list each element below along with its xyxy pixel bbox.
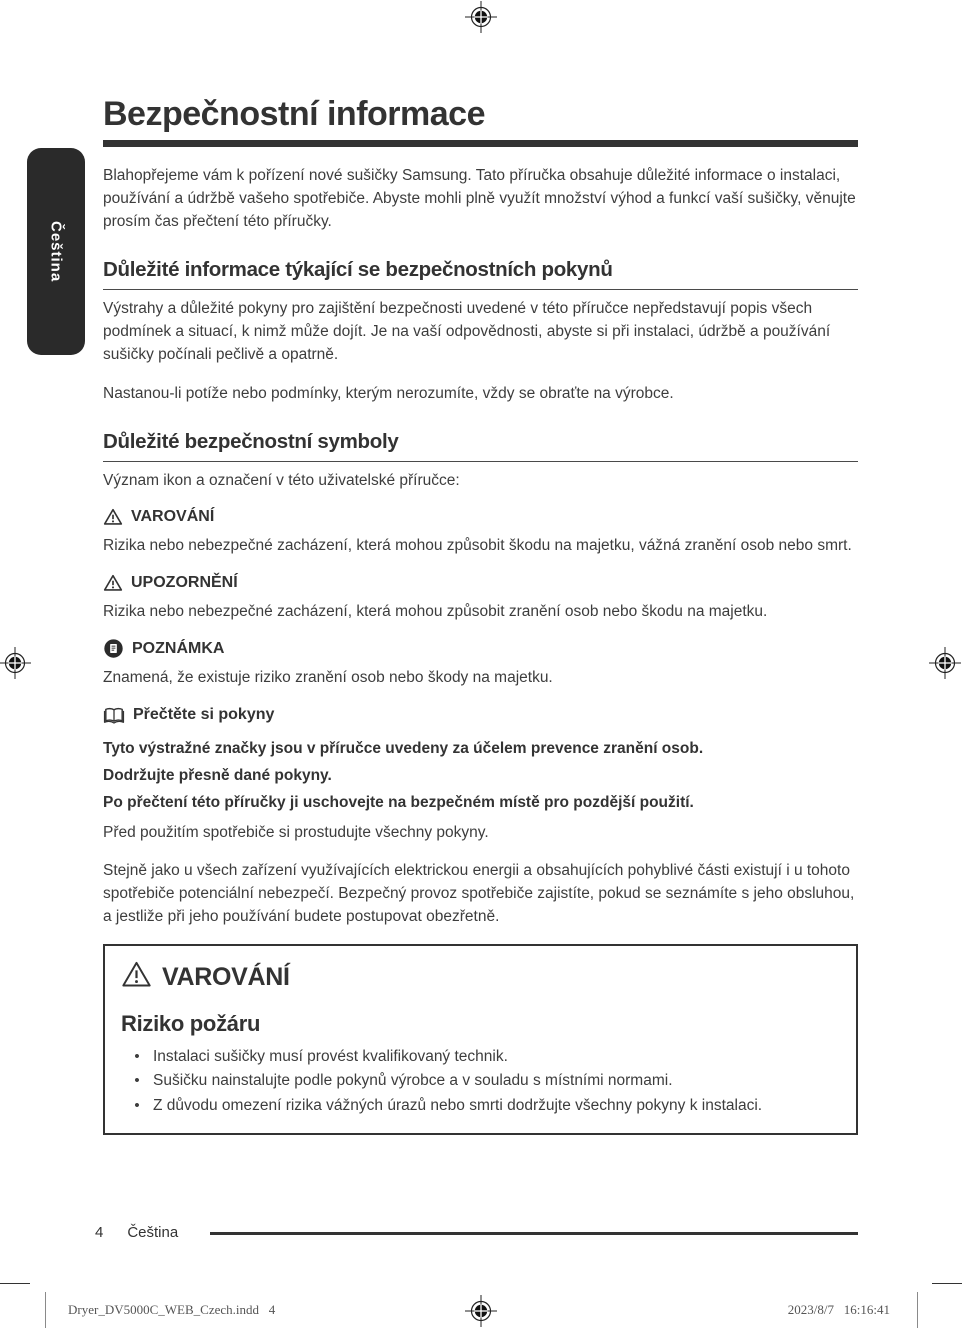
registration-mark-icon [464, 1294, 498, 1328]
warning-sublabel [103, 507, 858, 527]
note-sublabel-text: POZNÁMKA [132, 639, 225, 657]
registration-mark-icon [0, 646, 32, 680]
warning-box-label [121, 959, 838, 997]
note-sublabel [103, 638, 858, 659]
page-number: 4 [95, 1224, 104, 1241]
warning-box-heading: Riziko požáru [121, 1010, 261, 1036]
section1-paragraph-1: Výstrahy a důležité pokyny pro zajištění bezpečnosti uvedené v této příručce nepředstavují popis všech podmínek a situací, k nimž může dojít. Je na vaší odpovědnosti, abyste si při instalaci, údržbě a používání sušičky počínali pečlivě a opatrně. [103, 300, 831, 363]
crop-mark [932, 1283, 962, 1284]
bold-line: Po přečtení této příručky ji uschovejte na bezpečném místě pro pozdější použití. [103, 793, 694, 811]
bullet-marker [121, 1094, 153, 1119]
crop-mark [0, 1283, 30, 1284]
bold-instruction-lines [103, 735, 858, 816]
section2-intro: Význam ikon a označení v této uživatelské příručce: [103, 471, 460, 489]
crop-mark [45, 1292, 46, 1328]
crop-mark [917, 1292, 918, 1328]
warning-triangle-icon [103, 573, 123, 593]
caution-description: Rizika nebo nebezpečné zacházení, která mohou způsobit zranění osob nebo škodu na majetku. [103, 602, 768, 620]
read-instructions-text: Přečtěte si pokyny [133, 705, 275, 723]
caution-sublabel-text: UPOZORNĚNÍ [131, 573, 238, 591]
warning-box [103, 944, 858, 1136]
warning-box-bullets [121, 1045, 838, 1119]
bullet-text: Z důvodu omezení rizika vážných úrazů nebo smrti dodržujte všechny pokyny k instalaci. [153, 1096, 763, 1114]
bold-line: Tyto výstražné značky jsou v příručce uvedeny za účelem prevence zranění osob. [103, 739, 704, 757]
section1-paragraph-2: Nastanou-li potíže nebo podmínky, kterým nerozumíte, vždy se obraťte na výrobce. [103, 384, 674, 402]
section-heading-safety-instructions: Důležité informace týkající se bezpečnostních pokynů [103, 258, 858, 290]
page-content [103, 94, 858, 1135]
warning-triangle-icon [121, 959, 152, 997]
warning-box-label-text: VAROVÁNÍ [162, 963, 290, 991]
warning-triangle-icon [103, 507, 123, 527]
closing-paragraph: Stejně jako u všech zařízení využívajících elektrickou energii a obsahujících pohyblivé části existují i u tohoto spotřebiče potenciální nebezpečí. Bezpečný provoz spotřebiče zajistíte, pokud se seznámíte s jeho obsluhou, a jestliže při jeho používání budete postupovat obezřetně. [103, 862, 855, 925]
page-title: Bezpečnostní informace [103, 95, 485, 133]
registration-mark-icon [928, 646, 962, 680]
print-filename: Dryer_DV5000C_WEB_Czech.indd 4 [68, 1302, 276, 1317]
plain-instruction-line: Před použitím spotřebiče si prostudujte všechny pokyny. [103, 823, 489, 841]
intro-paragraph: Blahopřejeme vám k pořízení nové sušičky Samsung. Tato příručka obsahuje důležité informace o instalaci, používání a údržbě vašeho spotřebiče. Abyste mohli plně využít množství výhod a funkcí vaší sušičky, věnujte prosím čas přečtení této příručky. [103, 167, 856, 230]
bullet-marker [121, 1045, 153, 1070]
print-timestamp: 2023/8/7 16:16:41 [787, 1302, 890, 1317]
list-item [121, 1094, 838, 1119]
footer-language-label: Čeština [127, 1224, 179, 1241]
warning-sublabel-text: VAROVÁNÍ [131, 508, 215, 525]
caution-sublabel [103, 573, 858, 593]
bullet-text: Sušičku nainstalujte podle pokynů výrobce a v souladu s místními normami. [153, 1072, 673, 1089]
bullet-marker [121, 1069, 153, 1094]
section-heading-safety-symbols: Důležité bezpečnostní symboly [103, 430, 858, 462]
list-item [121, 1069, 838, 1094]
bold-line: Dodržujte přesně dané pokyny. [103, 766, 332, 784]
language-tab-label: Čeština [47, 220, 65, 283]
title-rule [103, 140, 858, 147]
note-description: Znamená, že existuje riziko zranění osob nebo škody na majetku. [103, 669, 553, 686]
footer-rule [210, 1232, 858, 1235]
read-instructions-sublabel [103, 705, 858, 725]
page-footer [95, 1224, 858, 1241]
open-book-icon [103, 705, 125, 725]
language-tab [27, 148, 85, 355]
warning-description: Rizika nebo nebezpečné zacházení, která mohou způsobit škodu na majetku, vážná zranění osob nebo smrt. [103, 537, 852, 554]
bullet-text: Instalaci sušičky musí provést kvalifikovaný technik. [153, 1047, 508, 1065]
list-item [121, 1045, 838, 1070]
registration-mark-icon [464, 0, 498, 34]
note-circle-icon [103, 638, 124, 659]
